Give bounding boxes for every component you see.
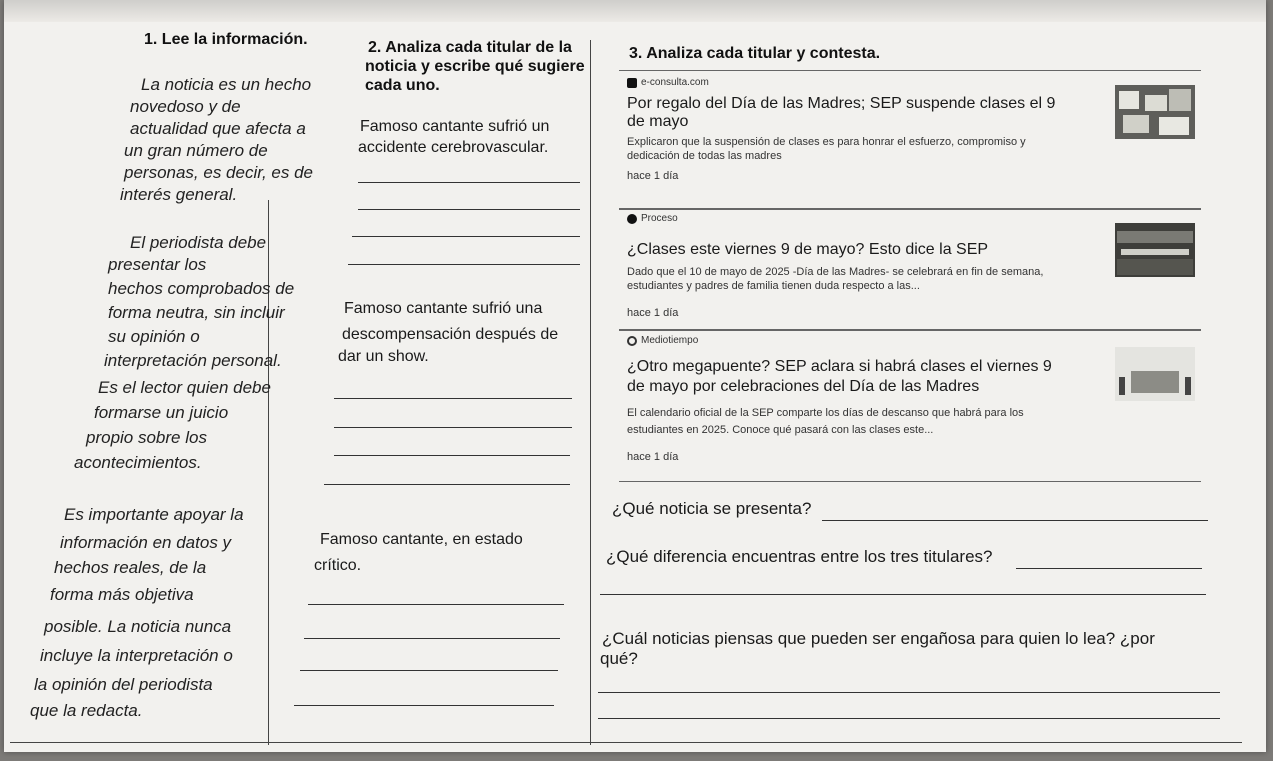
news-description-line1: Explicaron que la suspensión de clases es para honrar el esfuerzo, compromiso y bbox=[627, 136, 1026, 148]
gear-logo-icon bbox=[627, 336, 637, 346]
headline2-line1: Famoso cantante sufrió una bbox=[344, 300, 543, 317]
news-title-line2[interactable]: de mayo bbox=[627, 113, 689, 130]
headline2-line2: descompensación después de bbox=[342, 326, 559, 343]
worksheet-page bbox=[4, 0, 1266, 752]
text-line: su opinión o bbox=[108, 327, 200, 346]
text-line: información en datos y bbox=[60, 533, 232, 552]
answer-line[interactable] bbox=[1016, 568, 1202, 569]
headline1-line2: accidente cerebrovascular. bbox=[358, 139, 549, 156]
answer-line[interactable] bbox=[358, 182, 580, 183]
news-thumbnail[interactable] bbox=[1115, 85, 1195, 139]
answer-line[interactable] bbox=[304, 638, 560, 639]
text-line: que la redacta. bbox=[30, 701, 143, 720]
bottom-border bbox=[10, 742, 1242, 743]
text-line: El periodista debe bbox=[130, 233, 267, 252]
headline1-line1: Famoso cantante sufrió un bbox=[360, 118, 550, 135]
question-3-line2: qué? bbox=[600, 649, 638, 668]
news-description-line1: Dado que el 10 de mayo de 2025 -Día de las Madres- se celebrará en fin de semana, bbox=[627, 266, 1044, 278]
text-line: acontecimientos. bbox=[74, 453, 202, 472]
answer-line[interactable] bbox=[324, 484, 570, 485]
text-line: presentar los bbox=[108, 255, 207, 274]
answer-line[interactable] bbox=[334, 398, 572, 399]
news-thumbnail[interactable] bbox=[1115, 347, 1195, 401]
text-line: forma más objetiva bbox=[50, 585, 194, 604]
news-source bbox=[627, 213, 678, 224]
text-line: interés general. bbox=[120, 185, 238, 204]
text-line: posible. La noticia nunca bbox=[44, 617, 232, 636]
question-3-line1: ¿Cuál noticias piensas que pueden ser engañosa para quien lo lea? ¿por bbox=[602, 629, 1155, 648]
news-title-line2[interactable]: de mayo por celebraciones del Día de las Madres bbox=[627, 378, 980, 395]
answer-line[interactable] bbox=[294, 705, 554, 706]
news-card-3[interactable] bbox=[619, 330, 1201, 482]
answer-line[interactable] bbox=[598, 718, 1220, 719]
text-line: personas, es decir, es de bbox=[124, 163, 314, 182]
section2-heading-line1: 2. Analiza cada titular de la bbox=[368, 39, 572, 56]
news-card-2[interactable] bbox=[619, 208, 1201, 330]
answer-line[interactable] bbox=[600, 594, 1206, 595]
text-line: actualidad que afecta a bbox=[130, 119, 306, 138]
answer-line[interactable] bbox=[334, 427, 572, 428]
news-title-line1[interactable]: ¿Clases este viernes 9 de mayo? Esto dice la SEP bbox=[627, 241, 989, 258]
text-line: La noticia es un hecho bbox=[141, 75, 312, 94]
section2-heading-line3: cada uno. bbox=[365, 77, 440, 94]
headline3-line1: Famoso cantante, en estado bbox=[320, 531, 523, 548]
news-timestamp: hace 1 día bbox=[627, 451, 679, 463]
text-line: incluye la interpretación o bbox=[40, 646, 233, 665]
text-line: interpretación personal. bbox=[104, 351, 282, 370]
text-line: hechos comprobados de bbox=[108, 279, 295, 298]
text-line: Es importante apoyar la bbox=[64, 505, 244, 524]
source-label: Proceso bbox=[641, 213, 678, 224]
answer-line[interactable] bbox=[334, 455, 570, 456]
news-description-line1: El calendario oficial de la SEP comparte los días de descanso que habrá para los bbox=[627, 407, 1024, 419]
text-line: hechos reales, de la bbox=[54, 558, 207, 577]
answer-line[interactable] bbox=[358, 209, 580, 210]
text-line: propio sobre los bbox=[86, 428, 207, 447]
round-logo-icon bbox=[627, 214, 637, 224]
question-2: ¿Qué diferencia encuentras entre los tres titulares? bbox=[606, 547, 993, 566]
source-label: e-consulta.com bbox=[641, 77, 709, 88]
headline2-line3: dar un show. bbox=[338, 348, 429, 365]
answer-line[interactable] bbox=[822, 520, 1208, 521]
headline3-line2: crítico. bbox=[314, 557, 362, 574]
news-timestamp: hace 1 día bbox=[627, 170, 679, 182]
news-timestamp: hace 1 día bbox=[627, 307, 679, 319]
news-source bbox=[627, 77, 709, 88]
news-description-line2: estudiantes en 2025. Conoce qué pasará con las clases este... bbox=[627, 424, 934, 436]
page-top-shadow bbox=[4, 0, 1266, 22]
text-line: forma neutra, sin incluir bbox=[108, 303, 285, 322]
answer-line[interactable] bbox=[348, 264, 580, 265]
text-line: Es el lector quien debe bbox=[98, 378, 271, 397]
square-logo-icon bbox=[627, 78, 637, 88]
answer-line[interactable] bbox=[300, 670, 558, 671]
text-line: novedoso y de bbox=[130, 97, 241, 116]
answer-line[interactable] bbox=[308, 604, 564, 605]
news-description-line2: dedicación de todas las madres bbox=[627, 150, 782, 162]
text-line: un gran número de bbox=[124, 141, 268, 160]
news-card-1[interactable] bbox=[619, 70, 1201, 210]
news-thumbnail[interactable] bbox=[1115, 223, 1195, 277]
column-divider-right bbox=[590, 40, 591, 745]
text-line: formarse un juicio bbox=[94, 403, 229, 422]
news-description-line2: estudiantes y padres de familia tienen duda respecto a las... bbox=[627, 280, 920, 292]
answer-line[interactable] bbox=[598, 692, 1220, 693]
section2-heading-line2: noticia y escribe qué sugiere bbox=[365, 58, 585, 75]
question-1: ¿Qué noticia se presenta? bbox=[612, 499, 812, 518]
section1-heading: 1. Lee la información. bbox=[144, 31, 308, 48]
news-title-line1[interactable]: Por regalo del Día de las Madres; SEP suspende clases el 9 bbox=[627, 95, 1056, 112]
news-title-line1[interactable]: ¿Otro megapuente? SEP aclara si habrá clases el viernes 9 bbox=[627, 358, 1052, 375]
section3-heading: 3. Analiza cada titular y contesta. bbox=[629, 45, 881, 62]
source-label: Mediotiempo bbox=[641, 335, 699, 346]
news-source bbox=[627, 335, 698, 346]
text-line: la opinión del periodista bbox=[34, 675, 213, 694]
answer-line[interactable] bbox=[352, 236, 580, 237]
